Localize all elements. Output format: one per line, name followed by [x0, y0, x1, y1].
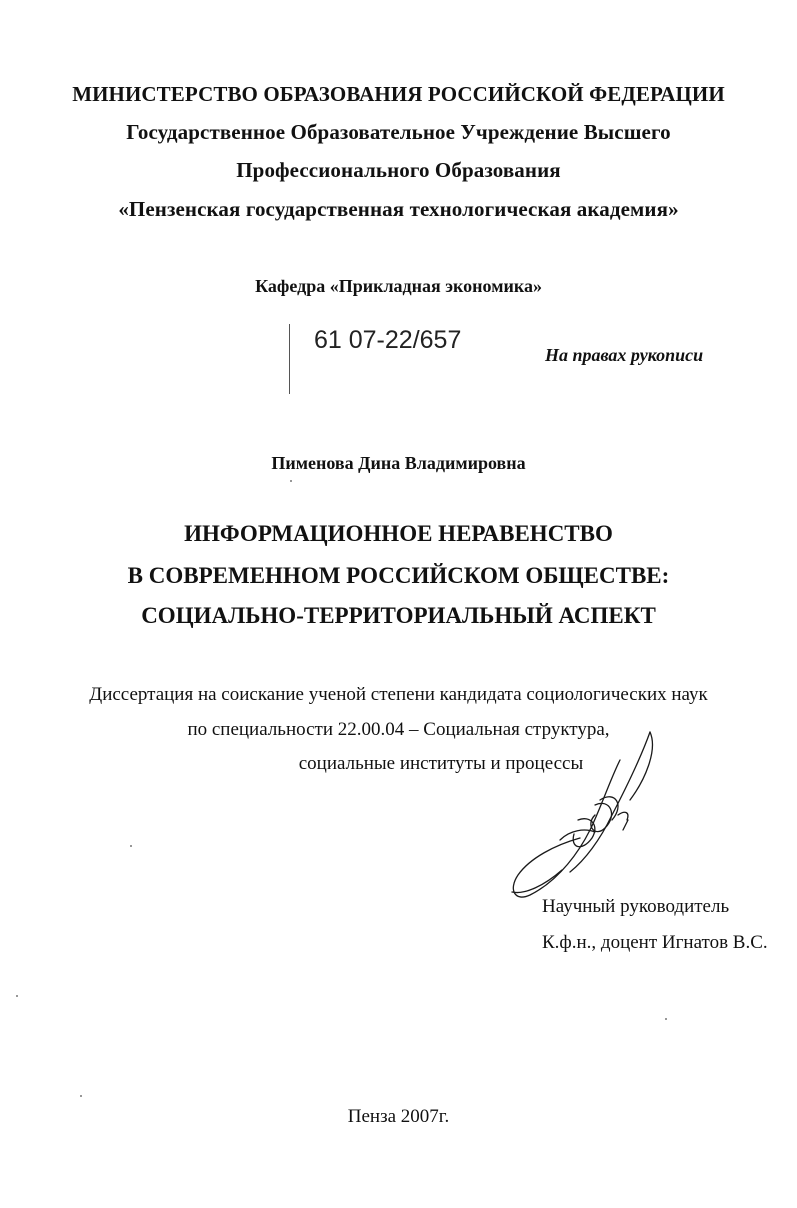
scan-speck: [290, 480, 292, 482]
supervisor-name: К.ф.н., доцент Игнатов В.С.: [542, 932, 768, 953]
author-name: Пименова Дина Владимировна: [271, 453, 526, 473]
dissertation-line-3: социальные институты и процессы: [298, 753, 584, 774]
institution-line-1: Государственное Образовательное Учреждение Высшего: [126, 120, 671, 144]
scan-speck: [16, 995, 18, 997]
signature: [500, 720, 660, 910]
city-year: Пенза 2007г.: [347, 1106, 450, 1127]
catalog-number: 61 07-22/657: [314, 326, 462, 354]
title-line-2: В СОВРЕМЕННОМ РОССИЙСКОМ ОБЩЕСТВЕ:: [127, 563, 670, 588]
dissertation-line-2: по специальности 22.00.04 – Социальная структура,: [187, 719, 610, 740]
ministry-heading: МИНИСТЕРСТВО ОБРАЗОВАНИЯ РОССИЙСКОЙ ФЕДЕРАЦИИ: [72, 82, 725, 106]
institution-line-2: Профессионального Образования: [236, 158, 561, 182]
title-line-1: ИНФОРМАЦИОННОЕ НЕРАВЕНСТВО: [184, 521, 613, 546]
supervisor-role: Научный руководитель: [542, 896, 730, 917]
academy-name: «Пензенская государственная технологическая академия»: [118, 197, 679, 221]
stamp-bar: [289, 324, 290, 394]
scan-speck: [665, 1018, 667, 1020]
manuscript-note: На правах рукописи: [545, 345, 704, 365]
department-name: Кафедра «Прикладная экономика»: [255, 276, 542, 296]
scan-speck: [130, 845, 132, 847]
title-line-3: СОЦИАЛЬНО-ТЕРРИТОРИАЛЬНЫЙ АСПЕКТ: [141, 603, 656, 628]
dissertation-line-1: Диссертация на соискание ученой степени кандидата социологических наук: [89, 684, 708, 705]
scan-speck: [80, 1095, 82, 1097]
